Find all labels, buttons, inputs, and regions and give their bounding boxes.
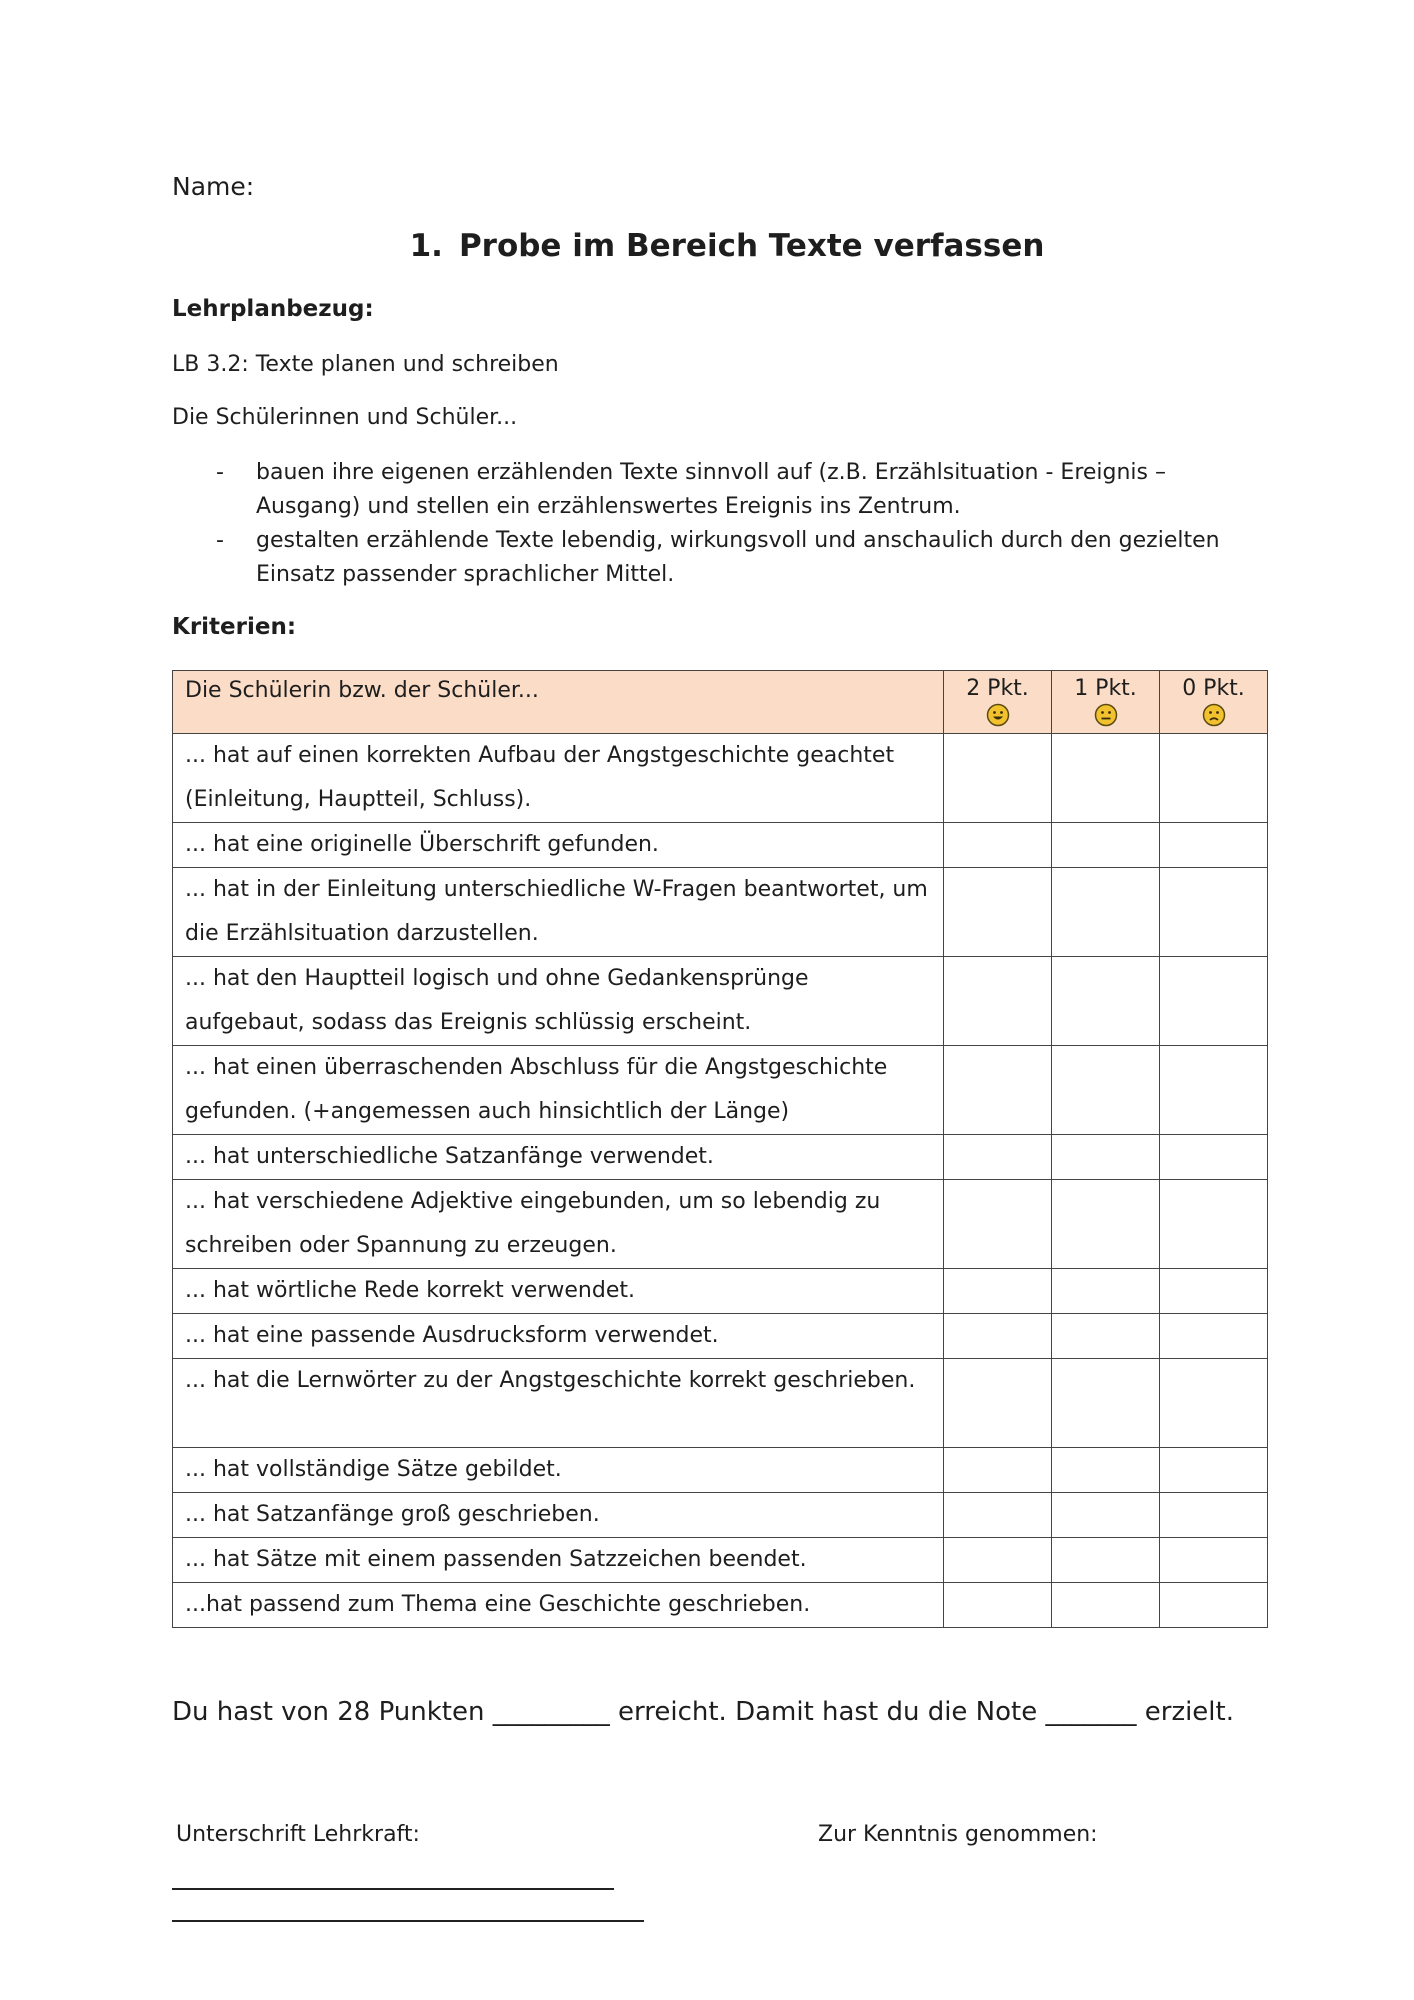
score-cell-1[interactable] [1052,868,1160,957]
title-text: Probe im Bereich Texte verfassen [458,228,1045,264]
name-label: Name: [172,172,255,201]
score-cell-2[interactable] [944,1269,1052,1314]
criterion-text: ... hat auf einen korrekten Aufbau der Angstgeschichte geachtet (Einleitung, Hauptteil, Schluss). [173,734,944,823]
score-cell-0[interactable] [1160,1538,1268,1583]
score-cell-0[interactable] [1160,1448,1268,1493]
criterion-text: ... hat verschiedene Adjektive eingebunden, um so lebendig zu schreiben oder Spannung zu erzeugen. [173,1180,944,1269]
score-cell-0[interactable] [1160,1135,1268,1180]
score-cell-2[interactable] [944,1359,1052,1448]
bullet-text: gestalten erzählende Texte lebendig, wirkungsvoll und anschaulich durch den gezielten Einsatz passender sprachlicher Mittel. [256,528,1220,587]
criterion-text: ... hat wörtliche Rede korrekt verwendet. [173,1269,944,1314]
signature-line-second[interactable] [172,1920,644,1922]
happy-face-icon [986,703,1010,733]
result-sentence: Du hast von 28 Punkten _________ erreicht. Damit hast du die Note _______ erzielt. [172,1697,1234,1727]
signature-line-teacher[interactable] [172,1888,614,1890]
criterion-text: ... hat in der Einleitung unterschiedliche W-Fragen beantwortet, um die Erzählsituation darzustellen. [173,868,944,957]
score-cell-1[interactable] [1052,1046,1160,1135]
criterion-text: ... hat unterschiedliche Satzanfänge verwendet. [173,1135,944,1180]
teacher-signature-label: Unterschrift Lehrkraft: [176,1822,420,1847]
table-row [173,868,1268,957]
table-row [173,957,1268,1046]
score-cell-2[interactable] [944,1046,1052,1135]
header-0-points [1160,671,1268,734]
criterion-text: ... hat eine originelle Überschrift gefunden. [173,823,944,868]
score-cell-1[interactable] [1052,1538,1160,1583]
acknowledged-label: Zur Kenntnis genommen: [818,1822,1098,1847]
table-row [173,1135,1268,1180]
score-cell-2[interactable] [944,1180,1052,1269]
bullet-item [172,456,1232,524]
table-row [173,1583,1268,1628]
criteria-heading: Kriterien: [172,614,297,640]
curriculum-heading: Lehrplanbezug: [172,296,374,322]
bullet-marker: - [216,528,224,553]
score-cell-1[interactable] [1052,1583,1160,1628]
score-cell-1[interactable] [1052,1359,1160,1448]
score-cell-2[interactable] [944,734,1052,823]
table-row [173,1493,1268,1538]
criterion-text: ... hat einen überraschenden Abschluss für die Angstgeschichte gefunden. (+angemessen auch hinsichtlich der Länge) [173,1046,944,1135]
criteria-header-row [173,671,1268,734]
curriculum-intro: Die Schülerinnen und Schüler... [172,405,518,430]
score-cell-2[interactable] [944,1583,1052,1628]
neutral-face-icon [1094,703,1118,733]
table-row [173,1269,1268,1314]
score-cell-0[interactable] [1160,957,1268,1046]
score-cell-1[interactable] [1052,1180,1160,1269]
score-cell-1[interactable] [1052,957,1160,1046]
table-row [173,1314,1268,1359]
score-cell-0[interactable] [1160,1493,1268,1538]
table-row [173,1448,1268,1493]
header-2-points [944,671,1052,734]
table-row [173,1180,1268,1269]
score-cell-2[interactable] [944,823,1052,868]
points-label: 1 Pkt. [1074,676,1137,701]
score-cell-0[interactable] [1160,1583,1268,1628]
curriculum-bullets [172,456,1232,592]
table-row [173,1538,1268,1583]
score-cell-1[interactable] [1052,823,1160,868]
sad-face-icon [1202,703,1226,733]
header-student: Die Schülerin bzw. der Schüler... [173,671,944,734]
score-cell-2[interactable] [944,957,1052,1046]
bullet-item [172,524,1232,592]
score-cell-0[interactable] [1160,1046,1268,1135]
criteria-table [172,670,1268,1628]
table-row [173,1046,1268,1135]
points-label: 0 Pkt. [1182,676,1245,701]
criterion-text: ... hat die Lernwörter zu der Angstgeschichte korrekt geschrieben. [173,1359,944,1448]
score-cell-2[interactable] [944,1448,1052,1493]
score-cell-1[interactable] [1052,1448,1160,1493]
score-cell-0[interactable] [1160,1359,1268,1448]
score-cell-2[interactable] [944,1493,1052,1538]
criterion-text: ... hat vollständige Sätze gebildet. [173,1448,944,1493]
table-row [173,1359,1268,1448]
score-cell-2[interactable] [944,868,1052,957]
page-title [172,228,1282,264]
curriculum-lb: LB 3.2: Texte planen und schreiben [172,352,559,377]
score-cell-1[interactable] [1052,1314,1160,1359]
criterion-text: ...hat passend zum Thema eine Geschichte geschrieben. [173,1583,944,1628]
table-row [173,734,1268,823]
criterion-text: ... hat eine passende Ausdrucksform verwendet. [173,1314,944,1359]
bullet-marker: - [216,460,224,485]
criterion-text: ... hat Sätze mit einem passenden Satzzeichen beendet. [173,1538,944,1583]
score-cell-0[interactable] [1160,734,1268,823]
criterion-text: ... hat Satzanfänge groß geschrieben. [173,1493,944,1538]
points-label: 2 Pkt. [966,676,1029,701]
score-cell-1[interactable] [1052,1269,1160,1314]
score-cell-0[interactable] [1160,1180,1268,1269]
score-cell-1[interactable] [1052,1135,1160,1180]
score-cell-2[interactable] [944,1135,1052,1180]
score-cell-0[interactable] [1160,823,1268,868]
score-cell-0[interactable] [1160,1314,1268,1359]
header-1-point [1052,671,1160,734]
score-cell-1[interactable] [1052,734,1160,823]
score-cell-2[interactable] [944,1314,1052,1359]
criterion-text: ... hat den Hauptteil logisch und ohne Gedankensprünge aufgebaut, sodass das Ereignis schlüssig erscheint. [173,957,944,1046]
score-cell-1[interactable] [1052,1493,1160,1538]
score-cell-0[interactable] [1160,868,1268,957]
score-cell-2[interactable] [944,1538,1052,1583]
score-cell-0[interactable] [1160,1269,1268,1314]
title-number: 1. [409,228,443,264]
table-row [173,823,1268,868]
bullet-text: bauen ihre eigenen erzählenden Texte sinnvoll auf (z.B. Erzählsituation - Ereignis – Ausgang) und stellen ein erzählenswertes Ereignis ins Zentrum. [256,460,1167,519]
